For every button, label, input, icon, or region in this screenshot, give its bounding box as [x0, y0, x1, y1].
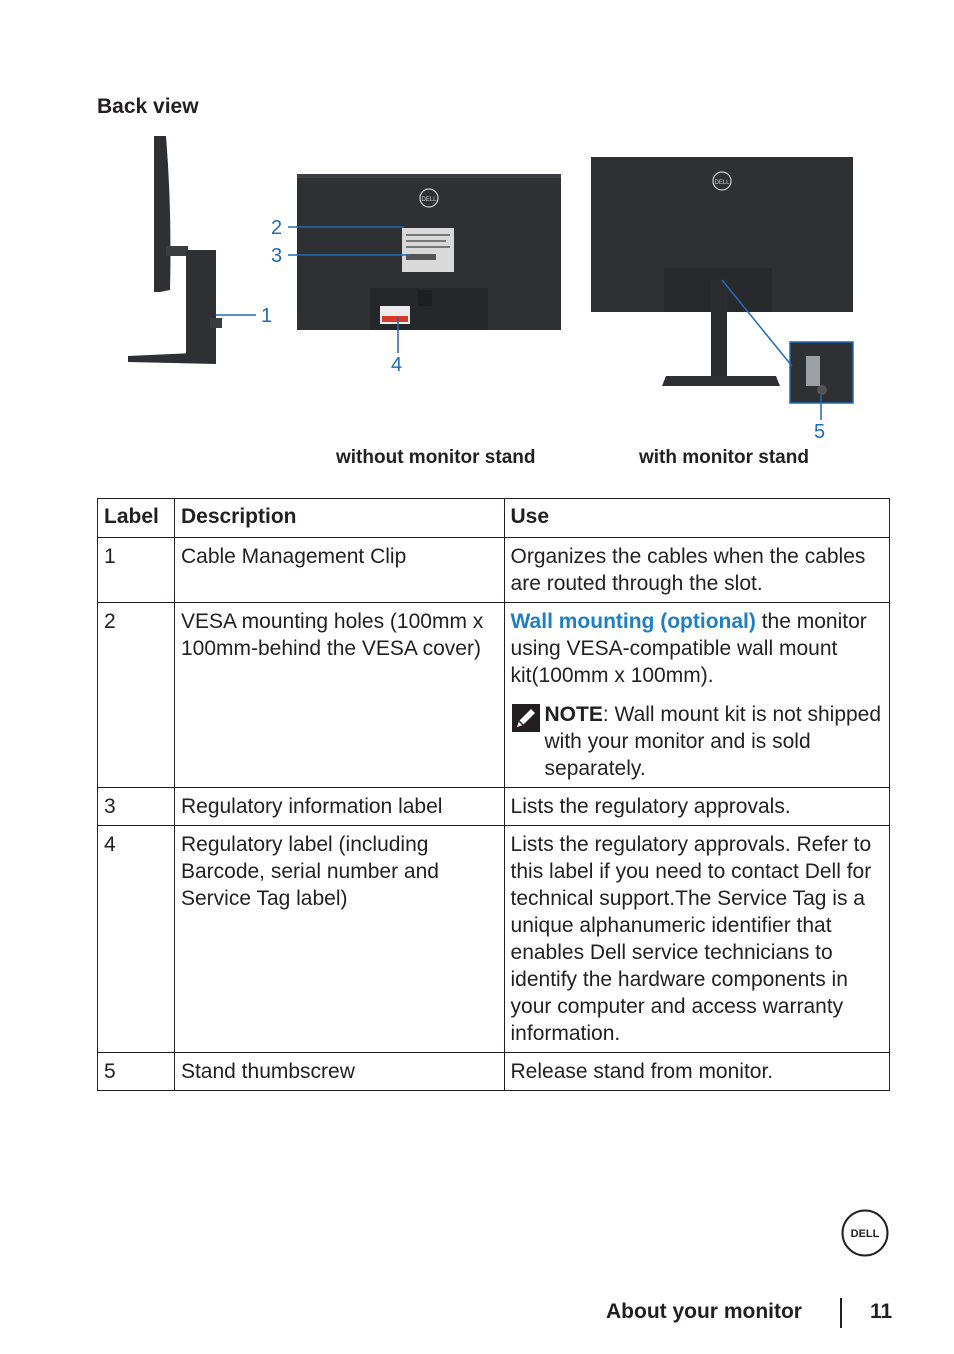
wall-mounting-link[interactable]: Wall mounting (optional) — [510, 610, 756, 633]
table-row — [98, 826, 890, 1053]
back-view-figure — [0, 0, 954, 440]
row-use-text: the monitor using VESA-compatible wall mount kit(100mm x 100mm). — [510, 610, 867, 687]
table-row — [98, 603, 890, 788]
footer-section-title: About your monitor — [606, 1300, 802, 1323]
callout-2: 2 — [271, 217, 283, 239]
svg-text:DELL: DELL — [714, 180, 730, 186]
header-label: Label — [98, 499, 175, 538]
row-use: Release stand from monitor. — [504, 1053, 889, 1091]
callout-1: 1 — [261, 305, 273, 327]
table-row — [98, 538, 890, 603]
note-text: : Wall mount kit is not shipped with your monitor and is sold separately. — [544, 703, 882, 780]
row-label: 4 — [98, 826, 175, 1053]
row-description: Stand thumbscrew — [174, 1053, 504, 1091]
row-description: VESA mounting holes (100mm x 100mm-behind the VESA cover) — [174, 603, 504, 788]
row-label: 2 — [98, 603, 175, 788]
monitor-back-without-stand — [297, 174, 561, 330]
row-use: Lists the regulatory approvals. — [504, 788, 889, 826]
header-use: Use — [504, 499, 889, 538]
row-label: 3 — [98, 788, 175, 826]
back-view-table — [97, 498, 890, 1091]
row-use: Lists the regulatory approvals. Refer to this label if you need to contact Dell for technical support.The Service Tag is a unique alphanumeric identifier that enables Dell service technicians to identify the hardware components in your computer and access warranty information. — [504, 826, 889, 1053]
dell-logo-icon — [840, 1208, 890, 1258]
table-row — [98, 1053, 890, 1091]
header-description: Description — [174, 499, 504, 538]
note-pencil-icon — [511, 703, 541, 733]
callout-4: 4 — [391, 354, 403, 376]
note-block — [511, 701, 883, 782]
table-header-row — [98, 499, 890, 538]
row-use — [504, 603, 889, 788]
row-description: Cable Management Clip — [174, 538, 504, 603]
caption-with-stand: with monitor stand — [639, 447, 809, 468]
footer-page-number: 11 — [870, 1300, 893, 1323]
section-title: Back view — [97, 95, 199, 118]
row-label: 1 — [98, 538, 175, 603]
row-description: Regulatory information label — [174, 788, 504, 826]
table-row — [98, 788, 890, 826]
svg-text:DELL: DELL — [421, 197, 437, 203]
row-label: 5 — [98, 1053, 175, 1091]
row-use: Organizes the cables when the cables are routed through the slot. — [504, 538, 889, 603]
note-label: NOTE — [544, 703, 603, 726]
footer-divider — [840, 1298, 842, 1328]
row-description: Regulatory label (including Barcode, serial number and Service Tag label) — [174, 826, 504, 1053]
side-view-illustration — [128, 136, 222, 364]
callout-5: 5 — [814, 421, 826, 440]
callout-3: 3 — [271, 245, 283, 267]
svg-text:DELL: DELL — [850, 1228, 880, 1240]
caption-without-stand: without monitor stand — [336, 447, 536, 468]
